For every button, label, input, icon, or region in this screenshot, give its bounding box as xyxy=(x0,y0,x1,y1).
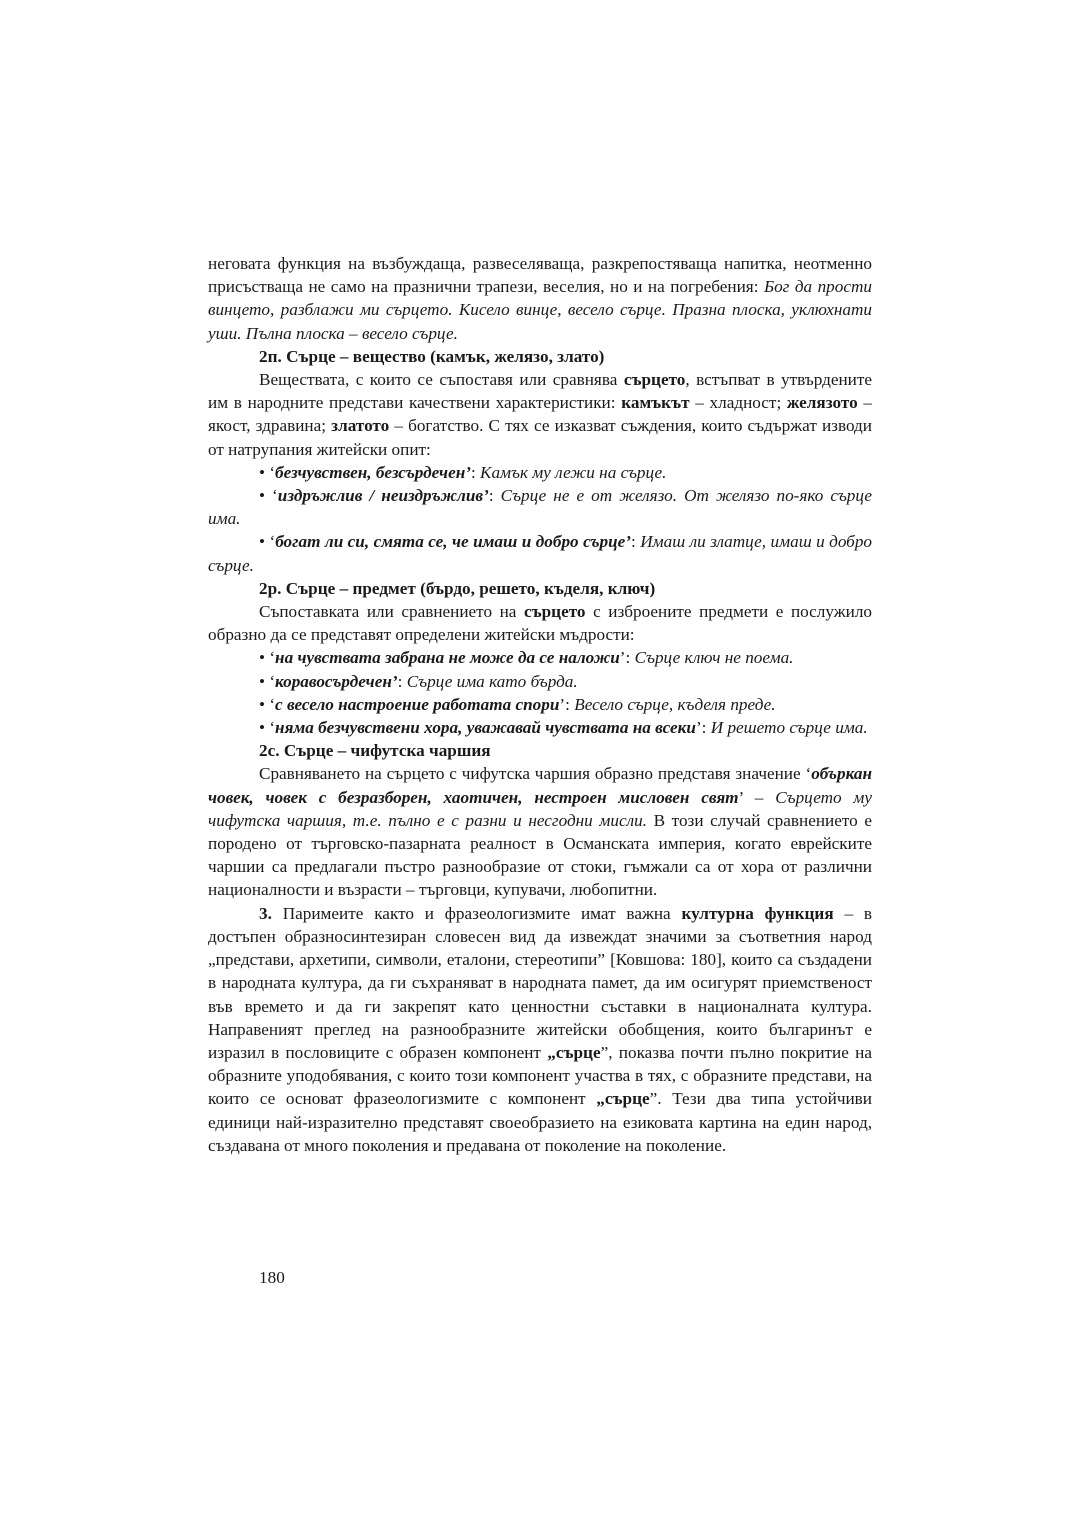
italic-text: Сърце ключ не поема. xyxy=(634,648,794,668)
bold-text: златото xyxy=(331,416,390,436)
italic-text: Сърце има като бърда. xyxy=(406,671,578,691)
text-run: – богатство. С тях се изказват съждения, които съдържат изводи от натрупания житейски опит: xyxy=(208,416,872,459)
italic-text: Сърце не е от желязо. От желязо по-яко сърце има. xyxy=(208,486,872,529)
text-run: ’ – xyxy=(738,787,776,807)
italic-text: Камък му лежи на сърце. xyxy=(480,462,667,482)
text-run: ’: xyxy=(695,718,711,738)
text-run: Паримеите както и фразеологизмите имат важна xyxy=(271,903,682,923)
text-run: ”, показва почти пълно покритие на образните уподобявания, с които този компонент участва в тях, с образните представи, на които се основат фразеологизмите с компонент xyxy=(208,1042,873,1109)
bold-italic-text: няма безчувствени хора, уважавай чувствата на всеки xyxy=(275,718,696,738)
bold-italic-text: на чувствата забрана не може да се наложи xyxy=(275,648,620,668)
text-run: – якост, здравина; xyxy=(208,393,873,436)
section-heading-2r xyxy=(208,577,872,600)
bold-italic-text: издръжлив / неиздръжлив’ xyxy=(277,486,489,506)
text-run: ’: xyxy=(619,648,635,668)
text-run: – в достъпен образносинтезиран словесен вид да извеждат значими за съответния народ „представи, архетипи, символи, еталони, стереотипи” [Ковшова: 180], които са създадени в народната култура, да ги съхраняват в народната памет, да им осигурят приемственост във времето и да ги закрепят като ценностни съставки в националната култура. Направеният преглед на разнообразните житейски обобщения, които българинът е изразил в пословиците с образен компонент xyxy=(208,903,872,1062)
paragraph-substances xyxy=(208,368,872,461)
italic-text: И решето сърце има. xyxy=(710,718,868,738)
text-run: ”. Тези два типа устойчиви единици най-изразително представят своеобразието на езиковата картина на един народ, създавана от много поколения и предавана от поколение на поколение. xyxy=(208,1089,872,1155)
paragraph-objects xyxy=(208,600,872,646)
bold-italic-text: богат ли си, смята се, че имаш и добро сърце’ xyxy=(275,532,632,552)
text-run: , встъпват в утвърдените им в народните представи качествени характеристики: xyxy=(208,370,872,413)
bold-text: 2п. Сърце – вещество (камък, желязо, злато) xyxy=(259,346,605,366)
bold-text: камъкът xyxy=(621,393,690,413)
text-run: • ‘ xyxy=(259,718,276,738)
italic-text: Бог да прости винцето, разблажи ми сърцето. Кисело винце, весело сърце. Празна плоска, уклюхнати уши. Пълна плоска – весело сърце. xyxy=(208,277,872,343)
text-run: неговата функция на възбуждаща, развеселяваща, разкрепостяваща напитка, неотменно присъстваща не само на празнични трапези, веселия, но и на погребения: xyxy=(208,254,872,297)
bold-italic-text: с весело настроение работата спори xyxy=(275,694,560,714)
text-run: • ‘ xyxy=(259,462,276,482)
bullet-item xyxy=(208,461,872,484)
text-run: • ‘ xyxy=(259,694,276,714)
text-run: Съпоставката или сравнението на xyxy=(259,602,524,622)
paragraph-bazaar xyxy=(208,762,872,901)
text-run: • ‘ xyxy=(259,648,276,668)
italic-text: Весело сърце, къделя преде. xyxy=(574,694,776,714)
bold-text: 2р. Сърце – предмет (бърдо, решето, къделя, ключ) xyxy=(259,578,656,598)
text-run: Сравняването на сърцето с чифутска чаршия образно представя значение ‘ xyxy=(259,764,812,784)
bullet-item xyxy=(208,484,872,530)
bullet-item xyxy=(208,530,872,576)
bold-text: сърцето xyxy=(523,602,586,622)
bullet-item xyxy=(208,716,872,739)
paragraph-cultural-function xyxy=(208,902,872,1157)
section-heading-2s xyxy=(208,739,872,762)
italic-text: Сърцето му чифутска чаршия, т.е. пълно е с разни и несгодни мисли. xyxy=(208,787,872,830)
bullet-item xyxy=(208,670,872,693)
text-run: • ‘ xyxy=(259,671,276,691)
text-run: : xyxy=(631,532,641,552)
italic-text: Имаш ли златце, имаш и добро сърце. xyxy=(208,532,873,575)
text-run: – хладност; xyxy=(689,393,787,413)
page-body xyxy=(208,252,872,1157)
bullet-item xyxy=(208,693,872,716)
text-run: В този случай сравнението е породено от търговско-пазарната реалност в Османската империя, когато еврейските чаршии са предлагали пъстро разнообразие от стоки, гъмжали са от хора от различни националности и възрасти – търговци, купувачи, любопитни. xyxy=(208,810,872,900)
text-run: : xyxy=(470,462,481,482)
text-run: • ‘ xyxy=(259,486,278,506)
text-run: Веществата, с които се съпоставя или сравнява xyxy=(259,370,624,390)
text-run: с изброените предмети е послужило образно да се представят определени житейски мъдрости: xyxy=(208,602,872,645)
paragraph-continuation xyxy=(208,252,872,345)
section-heading-2p xyxy=(208,345,872,368)
text-run: : xyxy=(488,486,501,506)
bold-text: сърцето xyxy=(623,370,686,390)
text-run: : xyxy=(397,671,407,691)
bold-italic-text: коравосърдечен’ xyxy=(275,671,398,691)
bold-text: 3. xyxy=(259,903,272,923)
bold-text: 2с. Сърце – чифутска чаршия xyxy=(259,741,491,761)
bullet-item xyxy=(208,646,872,669)
bold-italic-text: безчувствен, безсърдечен’ xyxy=(275,462,471,482)
bold-text: „сърце xyxy=(547,1042,601,1062)
bold-text: културна функция xyxy=(681,903,834,923)
page-number: 180 xyxy=(259,1268,285,1287)
text-run: • ‘ xyxy=(259,532,276,552)
bold-text: желязото xyxy=(786,393,858,413)
bold-text: „сърце xyxy=(596,1089,650,1109)
text-run: ’: xyxy=(559,694,575,714)
bold-italic-text: объркан човек, човек с безразборен, хаотичен, нестроен мисловен свят xyxy=(208,764,872,807)
